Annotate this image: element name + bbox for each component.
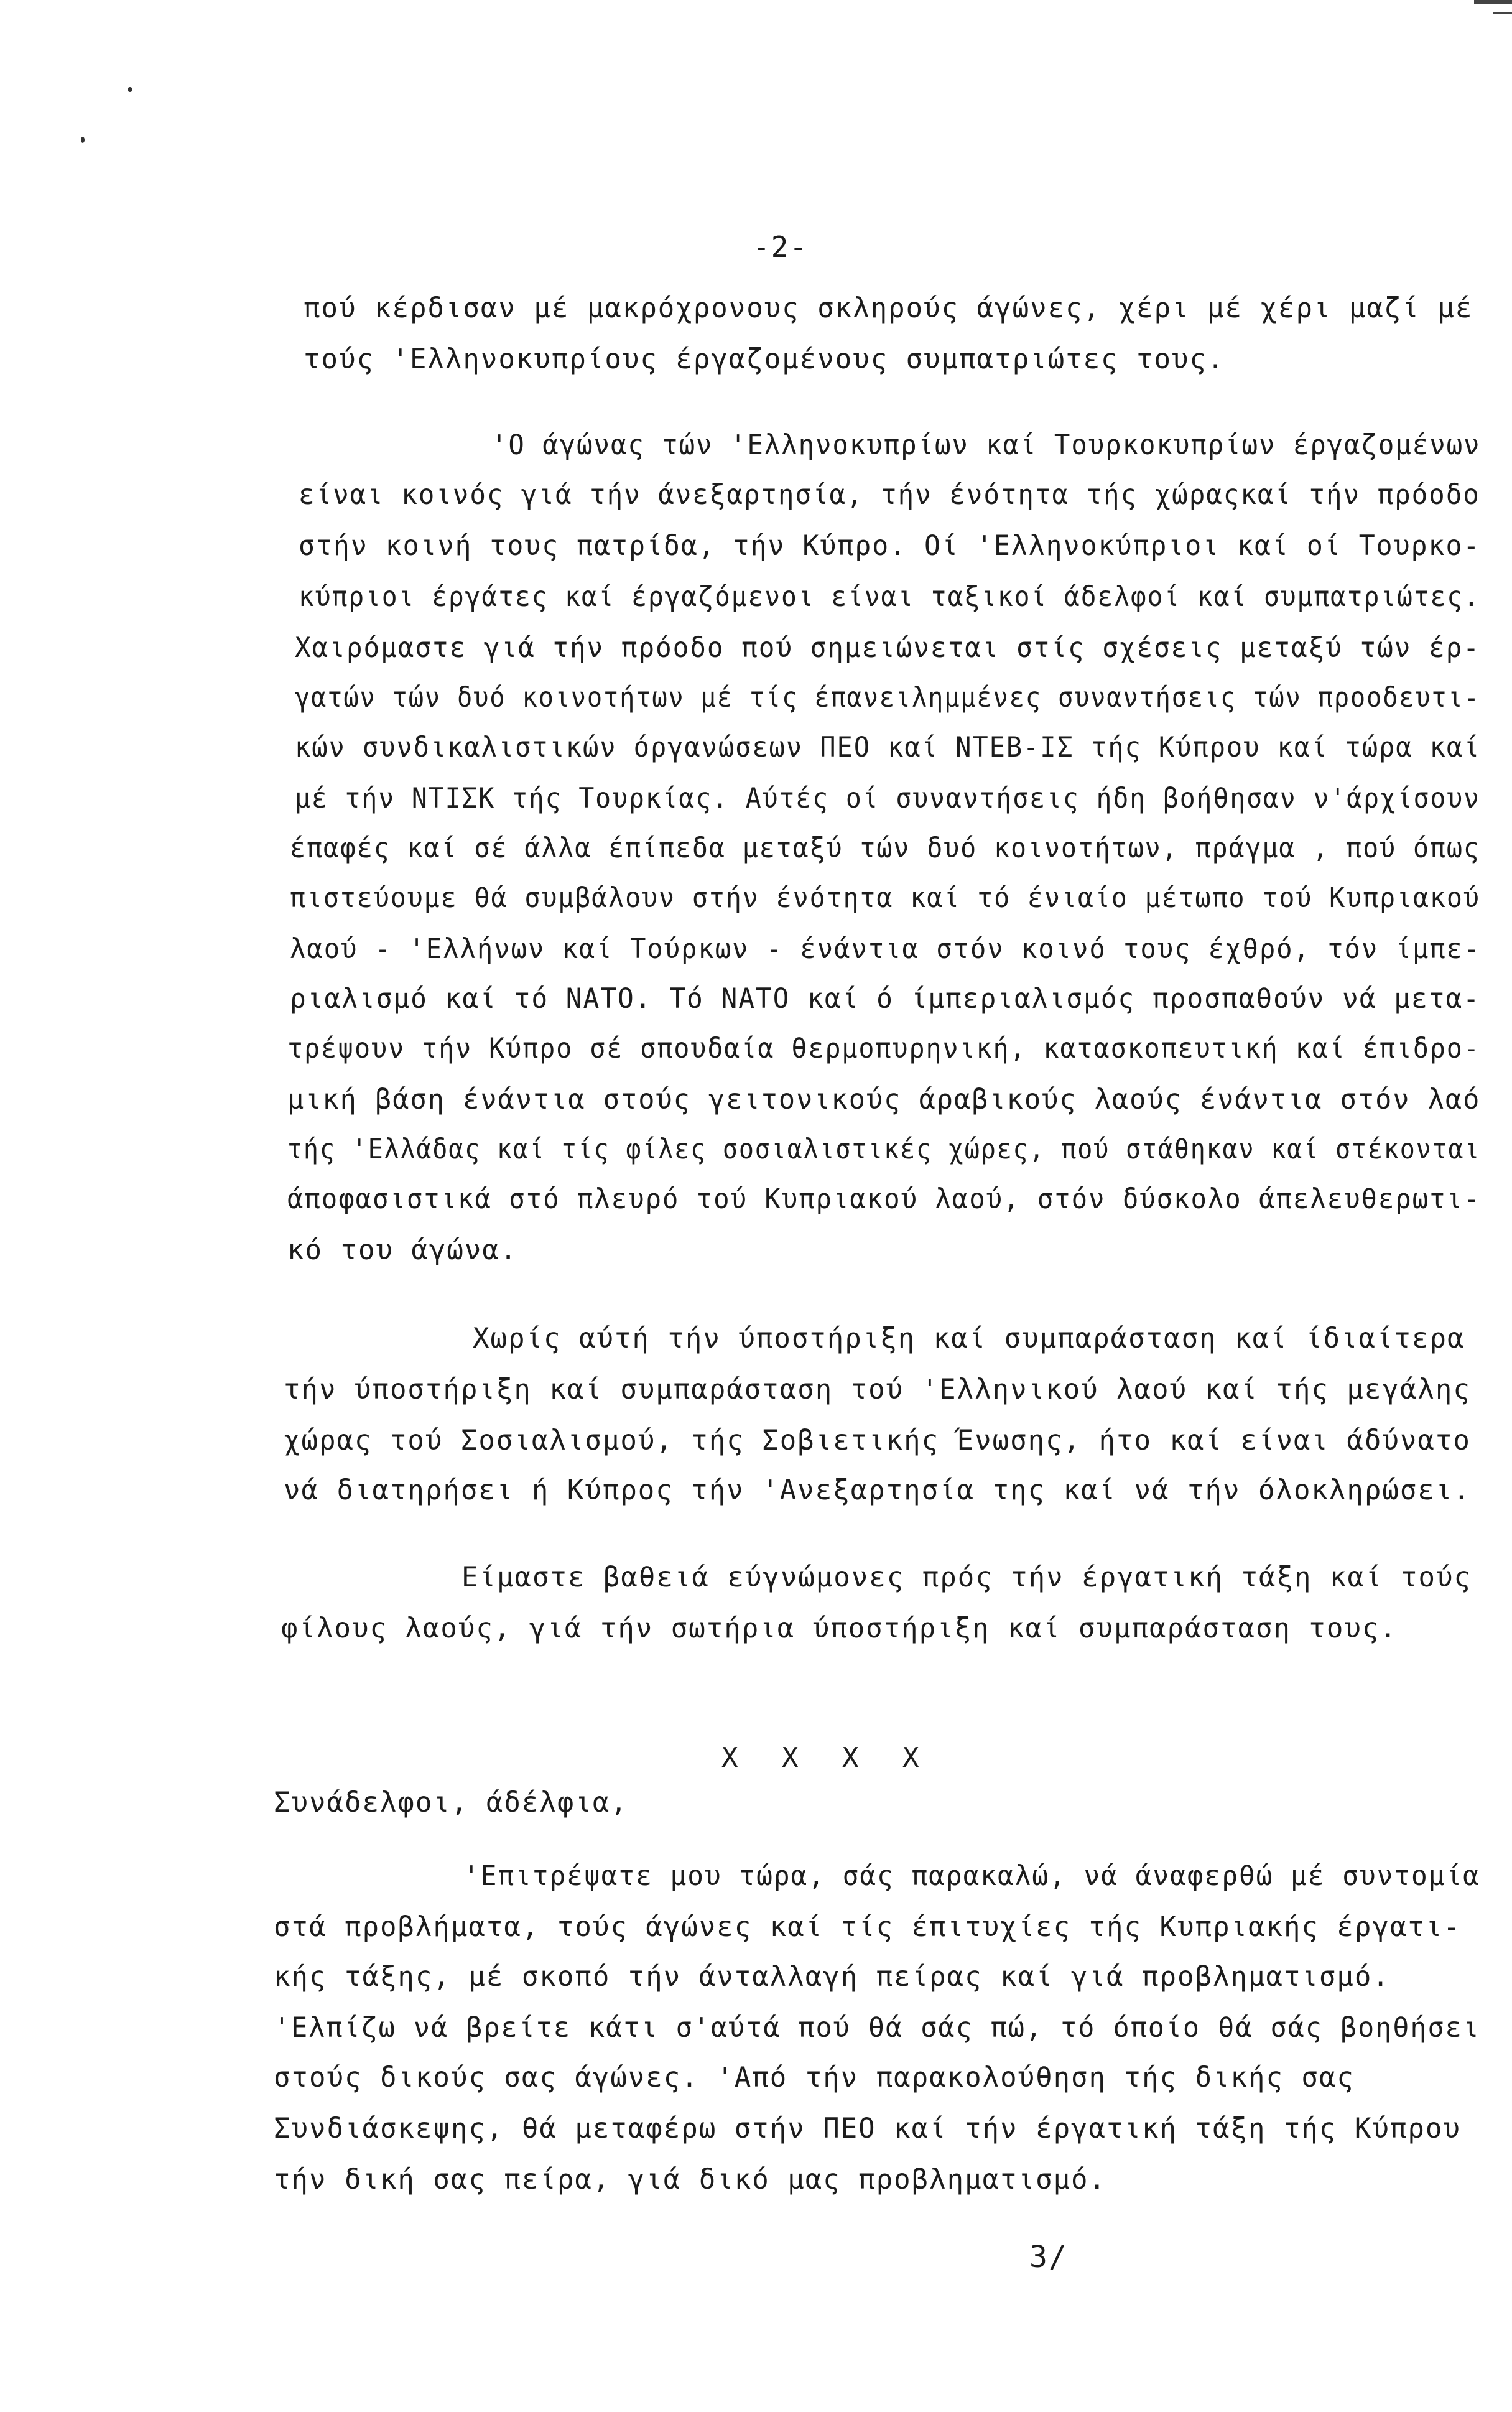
paragraph-1-line-1: πού κέρδισαν μέ μακρόχρονους σκληρούς άγώνες, χέρι μέ χέρι μαζί μέ — [304, 292, 1473, 324]
paragraph-2-line-10: πιστεύουμε θά συμβάλουν στήν ένότητα καί τό ένιαίο μέτωπο τού Κυπριακού — [290, 882, 1480, 914]
paragraph-2-line-11: λαού - 'Ελλήνων καί Τούρκων - ένάντια στόν κοινό τους έχθρό, τόν ίμπε- — [290, 933, 1481, 965]
scan-speck — [128, 87, 132, 92]
page-number: -2- — [753, 230, 809, 264]
closing-line-2: στά προβλήματα, τούς άγώνες καί τίς έπιτυχίες τής Κυπριακής έργατι- — [274, 1911, 1461, 1943]
paragraph-2-line-8: μέ τήν ΝΤΙΣΚ τής Τουρκίας. Αύτές οί συναντήσεις ήδη βοήθησαν ν'άρχίσουν — [295, 783, 1480, 814]
closing-line-6: Συνδιάσκεψης, θά μεταφέρω στήν ΠΕΟ καί τήν έργατική τάξη τής Κύπρου — [274, 2113, 1461, 2144]
paragraph-2-line-17: κό του άγώνα. — [287, 1234, 518, 1266]
closing-line-1: 'Επιτρέψατε μου τώρα, σάς παρακαλώ, νά άναφερθώ μέ συντομία — [463, 1860, 1480, 1892]
paragraph-2-line-6: γατών τών δυό κοινοτήτων μέ τίς έπανειλημμένες συναντήσεις τών προοδευτι- — [295, 682, 1480, 714]
paragraph-1-line-2: τούς 'Ελληνοκυπρίους έργαζομένους συμπατριώτες τους. — [304, 343, 1225, 375]
next-page-reference: 3/ — [1029, 2240, 1068, 2275]
scan-speck — [81, 137, 85, 143]
paragraph-2-line-2: είναι κοινός γιά τήν άνεξαρτησία, τήν ένότητα τής χώραςκαί τήν πρόοδο — [299, 479, 1480, 511]
paragraph-2-line-13: τρέψουν τήν Κύπρο σέ σπουδαία θερμοπυρηνική, κατασκοπευτική καί έπιδρο- — [287, 1033, 1480, 1064]
paragraph-4-line-2: φίλους λαούς, γιά τήν σωτήρια ύποστήριξη καί συμπαράσταση τους. — [281, 1613, 1398, 1644]
paragraph-2-line-7: κών συνδικαλιστικών όργανώσεων ΠΕΟ καί ΝΤΕΒ-ΙΣ τής Κύπρου καί τώρα καί — [295, 732, 1481, 763]
paragraph-2-line-12: ριαλισμό καί τό ΝΑΤΟ. Τό ΝΑΤΟ καί ό ίμπεριαλισμός προσπαθούν νά μετα- — [290, 983, 1480, 1015]
salutation: Συνάδελφοι, άδέλφια, — [274, 1787, 628, 1818]
paragraph-2-line-14: μική βάση ένάντια στούς γειτονικούς άραβικούς λαούς ένάντια στόν λαό — [287, 1084, 1481, 1115]
paragraph-2-line-1: 'Ο άγώνας τών 'Ελληνοκυπρίων καί Τουρκοκυπρίων έργαζομένων — [491, 429, 1481, 461]
paragraph-3-line-1: Χωρίς αύτή τήν ύποστήριξη καί συμπαράσταση καί ίδιαίτερα — [473, 1323, 1465, 1354]
closing-line-4: 'Ελπίζω νά βρείτε κάτι σ'αύτά πού θά σάς πώ, τό όποίο θά σάς βοηθήσει — [274, 2012, 1480, 2044]
paragraph-2-line-9: έπαφές καί σέ άλλα έπίπεδα μεταξύ τών δυό κοινοτήτων, πράγμα , πού όπως — [290, 832, 1480, 864]
section-separator: X X X X — [721, 1742, 933, 1774]
paragraph-3-line-4: νά διατηρήσει ή Κύπρος τήν 'Ανεξαρτησία της καί νά τήν όλοκληρώσει. — [284, 1474, 1471, 1506]
scan-edge-mark — [1474, 0, 1512, 4]
closing-line-5: στούς δικούς σας άγώνες. 'Από τήν παρακολούθηση τής δικής σας — [274, 2062, 1355, 2093]
closing-line-7: τήν δική σας πείρα, γιά δικό μας προβληματισμό. — [274, 2164, 1107, 2195]
paragraph-2-line-15: τής 'Ελλάδας καί τίς φίλες σοσιαλιστικές χώρες, πού στάθηκαν καί στέκονται — [287, 1134, 1481, 1165]
paragraph-2-line-5: Χαιρόμαστε γιά τήν πρόοδο πού σημειώνεται στίς σχέσεις μεταξύ τών έρ- — [295, 632, 1480, 664]
scan-edge-mark — [1493, 12, 1512, 14]
paragraph-2-line-4: κύπριοι έργάτες καί έργαζόμενοι είναι ταξικοί άδελφοί καί συμπατριώτες. — [299, 581, 1480, 613]
paragraph-3-line-3: χώρας τού Σοσιαλισμού, τής Σοβιετικής Ένωσης, ήτο καί είναι άδύνατο — [284, 1425, 1471, 1456]
paragraph-4-line-1: Είμαστε βαθειά εύγνώμονες πρός τήν έργατική τάξη καί τούς — [461, 1562, 1472, 1593]
paragraph-3-line-2: τήν ύποστήριξη καί συμπαράσταση τού 'Ελληνικού λαού καί τής μεγάλης — [284, 1374, 1471, 1405]
closing-line-3: κής τάξης, μέ σκοπό τήν άνταλλαγή πείρας καί γιά προβληματισμό. — [274, 1961, 1390, 1993]
paragraph-2-line-3: στήν κοινή τους πατρίδα, τήν Κύπρο. Οί 'Ελληνοκύπριοι καί οί Τουρκο- — [299, 530, 1481, 562]
paragraph-2-line-16: άποφασιστικά στό πλευρό τού Κυπριακού λαού, στόν δύσκολο άπελευθερωτι- — [287, 1183, 1481, 1215]
